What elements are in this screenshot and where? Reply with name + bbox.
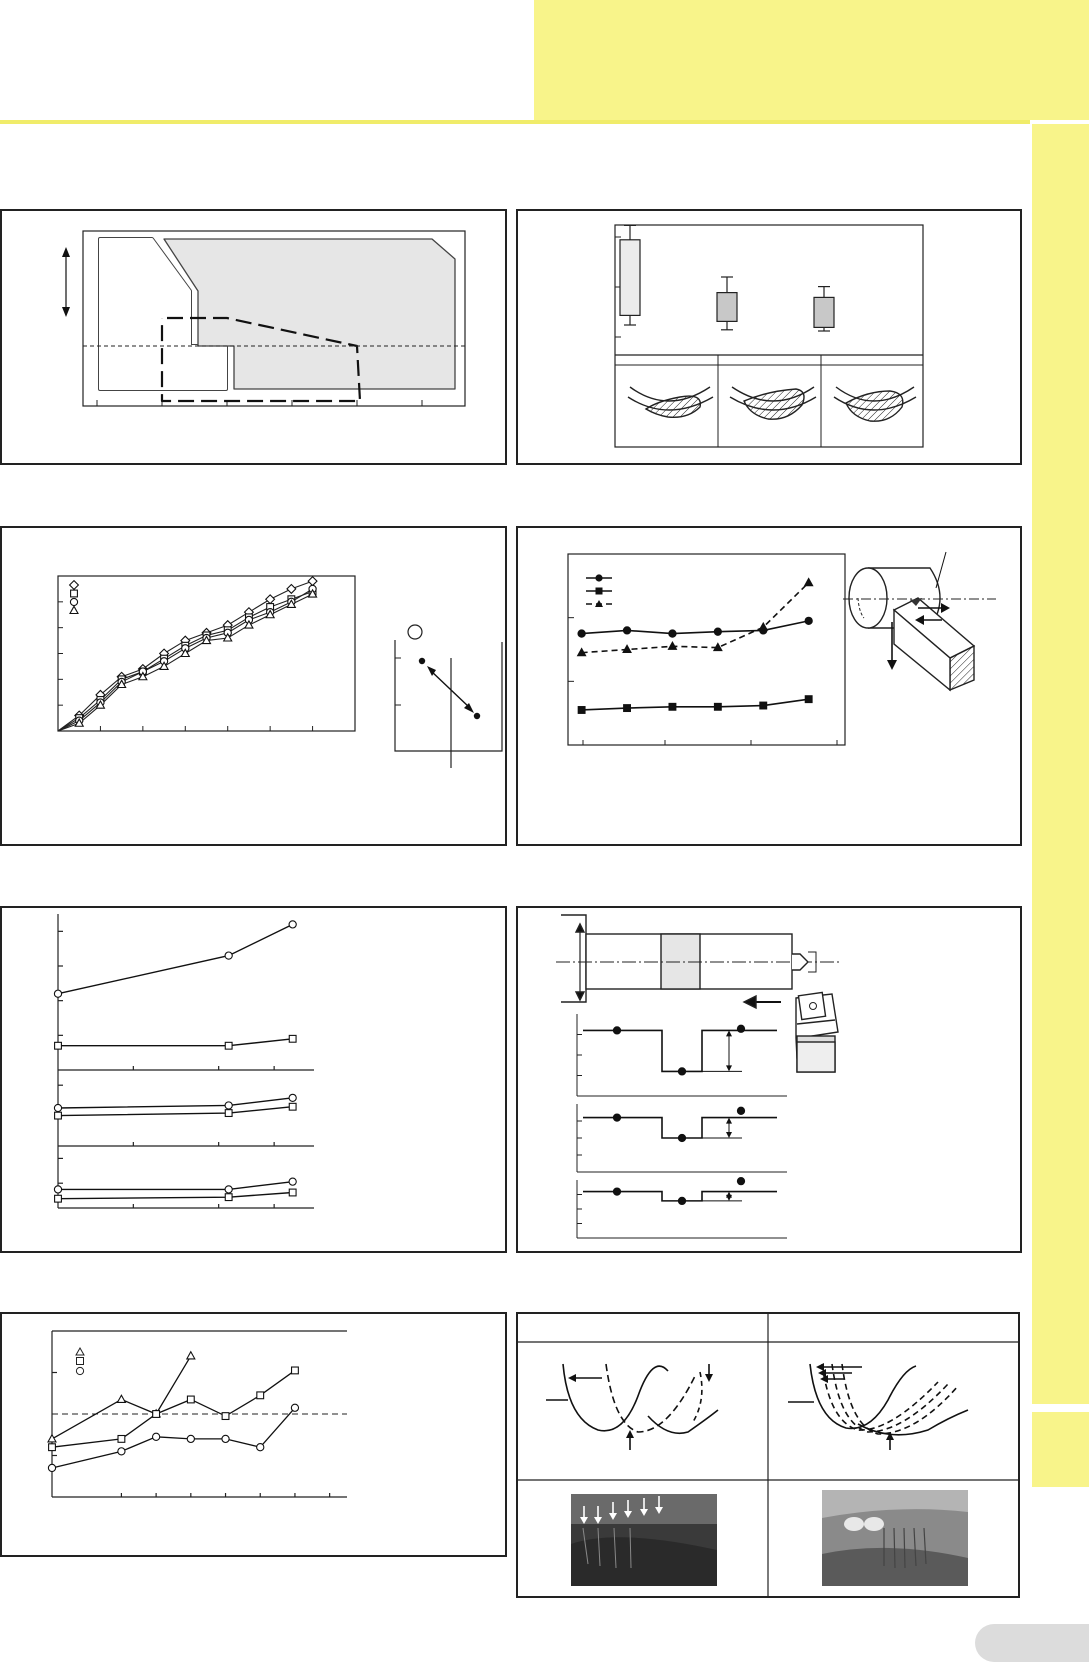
data-point <box>187 1396 194 1403</box>
data-point <box>678 1068 685 1075</box>
data-point <box>54 990 61 997</box>
sem-photo-right <box>822 1490 968 1586</box>
data-point <box>578 630 585 637</box>
data-point <box>289 1178 296 1185</box>
side-tab-upper <box>1032 124 1089 1404</box>
inset-plot <box>395 625 502 768</box>
data-point <box>613 1114 620 1121</box>
data-point <box>714 703 721 710</box>
data-point <box>54 1186 61 1193</box>
page-number-tab <box>975 1624 1089 1662</box>
legend-marker <box>71 590 78 597</box>
data-point <box>737 1025 744 1032</box>
stacked-line-charts <box>2 908 505 1251</box>
box-body <box>814 297 834 327</box>
data-point <box>54 1104 61 1111</box>
data-point <box>669 703 676 710</box>
dimension-arrow <box>726 1065 732 1071</box>
legend <box>76 1348 84 1375</box>
box-body <box>717 293 737 322</box>
box-plot <box>518 211 1020 463</box>
dimension-arrow <box>726 1132 732 1138</box>
data-point <box>187 1435 194 1442</box>
series-line <box>52 1370 295 1447</box>
data-point <box>292 1367 299 1374</box>
cutting-force-chart <box>518 528 1020 844</box>
series-line <box>58 1193 293 1199</box>
data-point <box>805 617 812 624</box>
header-rule <box>0 120 1030 124</box>
series-line <box>52 1408 295 1468</box>
multi-line-chart <box>2 528 505 844</box>
data-point <box>48 1464 55 1471</box>
data-point <box>289 1103 296 1110</box>
data-point <box>55 1195 62 1202</box>
data-point <box>55 1112 62 1119</box>
data-point <box>225 952 232 959</box>
step-profile <box>583 1030 777 1071</box>
comparison-table <box>518 1314 1018 1596</box>
data-point <box>225 1186 232 1193</box>
figure-stacked-lines <box>0 906 507 1253</box>
data-point <box>118 1436 125 1443</box>
data-point <box>678 1134 685 1141</box>
turning-sketch <box>843 552 996 690</box>
series-line <box>58 1182 293 1190</box>
header-accent-block <box>534 0 1089 120</box>
series-line <box>58 1039 293 1046</box>
step-profile-diagram <box>518 908 1020 1251</box>
data-point <box>291 1404 298 1411</box>
data-point <box>805 696 812 703</box>
data-point <box>613 1188 620 1195</box>
data-point <box>289 1094 296 1101</box>
data-point <box>678 1197 685 1204</box>
data-point <box>624 705 631 712</box>
wear-profile-right <box>788 1363 968 1450</box>
data-point <box>714 628 721 635</box>
dimension-arrow <box>726 1030 732 1036</box>
side-tab-lower <box>1032 1412 1089 1487</box>
data-point <box>737 1107 744 1114</box>
data-point <box>289 921 296 928</box>
data-point <box>257 1392 264 1399</box>
figure-box-plot <box>516 209 1022 465</box>
data-point <box>153 1433 160 1440</box>
figure-region-diagram <box>0 209 507 465</box>
region-diagram <box>2 211 505 463</box>
data-point <box>55 1042 62 1049</box>
data-point <box>737 1178 744 1185</box>
data-point <box>225 1194 232 1201</box>
dimension-arrow <box>726 1195 732 1201</box>
figure-cutting-force <box>516 526 1022 846</box>
legend-marker <box>70 598 77 605</box>
box-body <box>620 240 640 316</box>
deviation-chart <box>2 1314 505 1555</box>
data-point <box>289 1189 296 1196</box>
data-point <box>623 627 630 634</box>
figure-multi-line <box>0 526 507 846</box>
workpiece-sketch <box>556 915 840 1072</box>
wear-profile-left <box>546 1364 718 1450</box>
data-point <box>225 1042 232 1049</box>
data-point <box>760 702 767 709</box>
series-line <box>58 924 293 993</box>
data-point <box>225 1102 232 1109</box>
figure-step-profile <box>516 906 1022 1253</box>
data-point <box>222 1435 229 1442</box>
side-tab-divider <box>1032 1404 1089 1412</box>
data-point <box>225 1110 232 1117</box>
data-point <box>289 1035 296 1042</box>
figure-comparison-table <box>516 1312 1020 1598</box>
data-point <box>669 630 676 637</box>
data-point <box>187 1352 195 1359</box>
series-line <box>58 1098 293 1108</box>
data-point <box>118 1448 125 1455</box>
data-point <box>578 707 585 714</box>
data-point <box>49 1444 56 1451</box>
data-point <box>48 1435 56 1442</box>
data-point <box>257 1444 264 1451</box>
data-point <box>613 1027 620 1034</box>
dimension-arrow <box>726 1118 732 1124</box>
data-point <box>222 1413 229 1420</box>
sem-photo-left <box>571 1494 717 1586</box>
figure-deviation-chart <box>0 1312 507 1557</box>
data-point <box>153 1411 160 1418</box>
data-point <box>117 1395 125 1402</box>
